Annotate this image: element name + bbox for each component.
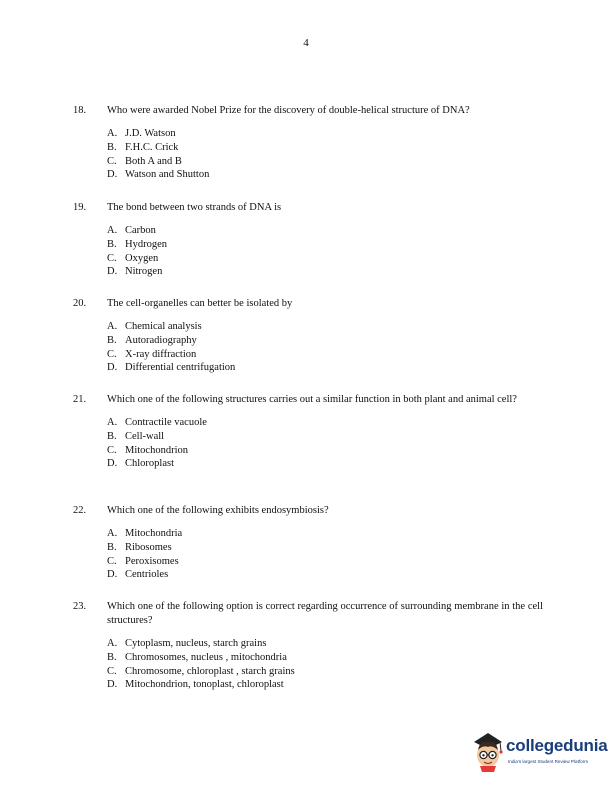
option-d	[107, 265, 543, 279]
option-letter: B.	[107, 430, 117, 442]
option-letter: D.	[107, 362, 118, 374]
option-text: Nitrogen	[125, 266, 163, 278]
question-23	[73, 600, 543, 692]
question-text: Which one of the following structures carries out a similar function in both plant and animal cell?	[107, 394, 517, 405]
option-c	[107, 665, 543, 679]
logo-tagline: India's largest Student Review Platform	[508, 759, 589, 764]
option-text: Hydrogen	[125, 238, 167, 250]
collegedunia-logo	[470, 728, 610, 778]
option-letter: A.	[107, 225, 118, 236]
option-letter: B.	[107, 541, 117, 553]
option-text: F.H.C. Crick	[125, 141, 179, 153]
option-b	[107, 541, 543, 555]
option-letter: C.	[107, 252, 117, 264]
option-text: J.D. Watson	[125, 128, 176, 139]
option-letter: D.	[107, 569, 118, 581]
option-letter: B.	[107, 651, 117, 663]
option-d	[107, 168, 543, 182]
option-letter: D.	[107, 679, 118, 691]
option-letter: B.	[107, 238, 117, 250]
option-b	[107, 238, 543, 252]
option-b	[107, 334, 543, 348]
option-text: Chemical analysis	[125, 321, 202, 332]
option-text: Differential centrifugation	[125, 362, 236, 374]
option-letter: C.	[107, 665, 117, 677]
question-20	[73, 297, 543, 375]
option-text: Chloroplast	[125, 458, 174, 470]
logo-name: collegedunia	[506, 736, 608, 755]
options-list	[107, 637, 543, 692]
option-letter: D.	[107, 458, 118, 470]
options-list	[107, 527, 543, 582]
options-list	[107, 127, 543, 182]
option-letter: C.	[107, 155, 117, 167]
option-c	[107, 555, 543, 569]
option-text: Chromosomes, nucleus , mitochondria	[125, 651, 287, 663]
question-text: The cell-organelles can better be isolated by	[107, 298, 293, 309]
option-letter: D.	[107, 266, 118, 278]
question-text: Which one of the following option is correct regarding occurrence of surrounding membrane in the cell structures?	[107, 601, 543, 626]
question-text: The bond between two strands of DNA is	[107, 202, 282, 213]
option-letter: A.	[107, 638, 118, 649]
option-text: Mitochondrion	[125, 444, 188, 456]
option-a	[107, 416, 543, 430]
option-text: Carbon	[125, 225, 156, 236]
options-list	[107, 320, 543, 375]
option-text: Watson and Shutton	[125, 169, 210, 181]
option-letter: A.	[107, 417, 118, 428]
option-letter: B.	[107, 141, 117, 153]
option-c	[107, 155, 543, 169]
option-letter: C.	[107, 348, 117, 360]
option-text: Mitochondrion, tonoplast, chloroplast	[125, 679, 284, 691]
question-22	[73, 504, 543, 582]
option-text: Peroxisomes	[125, 555, 179, 567]
question-number: 18.	[73, 105, 87, 116]
option-a	[107, 527, 543, 541]
question-number: 19.	[73, 202, 87, 213]
option-c	[107, 444, 543, 458]
option-letter: A.	[107, 128, 118, 139]
option-text: Oxygen	[125, 252, 159, 264]
question-number: 22.	[73, 505, 87, 516]
option-a	[107, 320, 543, 334]
option-c	[107, 252, 543, 266]
option-d	[107, 457, 543, 471]
question-18	[73, 104, 543, 182]
options-list	[107, 416, 543, 471]
option-b	[107, 651, 543, 665]
option-letter: C.	[107, 444, 117, 456]
option-text: Mitochondria	[125, 528, 183, 539]
option-text: Both A and B	[125, 155, 182, 167]
question-number: 20.	[73, 298, 87, 309]
option-a	[107, 224, 543, 238]
option-letter: D.	[107, 169, 118, 181]
option-text: X-ray diffraction	[125, 348, 197, 360]
option-a	[107, 127, 543, 141]
option-letter: A.	[107, 528, 118, 539]
option-text: Chromosome, chloroplast , starch grains	[125, 665, 295, 677]
option-letter: C.	[107, 555, 117, 567]
option-text: Contractile vacuole	[125, 417, 207, 428]
option-d	[107, 568, 543, 582]
option-text: Cell-wall	[125, 430, 165, 442]
option-text: Cytoplasm, nucleus, starch grains	[125, 638, 267, 649]
question-21	[73, 393, 543, 471]
option-text: Centrioles	[125, 569, 169, 581]
mascot-icon	[470, 728, 506, 772]
question-text: Who were awarded Nobel Prize for the discovery of double-helical structure of DNA?	[107, 105, 470, 116]
question-number: 21.	[73, 394, 87, 405]
option-letter: B.	[107, 334, 117, 346]
question-text: Which one of the following exhibits endosymbiosis?	[107, 505, 329, 516]
option-b	[107, 430, 543, 444]
question-19	[73, 201, 543, 279]
option-a	[107, 637, 543, 651]
option-b	[107, 141, 543, 155]
options-list	[107, 224, 543, 279]
option-d	[107, 361, 543, 375]
option-text: Ribosomes	[125, 541, 172, 553]
page-number: 4	[303, 37, 309, 49]
option-text: Autoradiography	[125, 334, 197, 346]
option-c	[107, 348, 543, 362]
option-d	[107, 678, 543, 692]
option-letter: A.	[107, 321, 118, 332]
question-number: 23.	[73, 601, 87, 612]
